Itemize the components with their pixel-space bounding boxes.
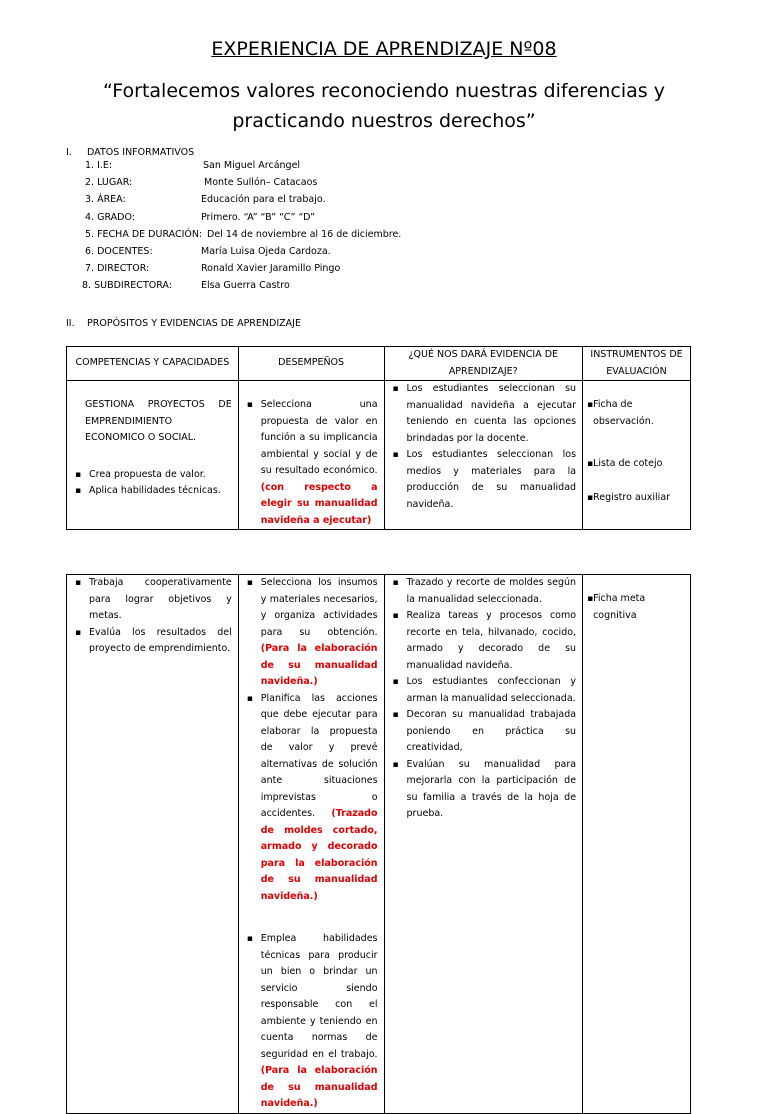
desempenos-list	[245, 575, 378, 1113]
list-item: ▪ Lista de cotejo	[593, 456, 684, 473]
info-value: Educación para el trabajo.	[201, 194, 326, 206]
desempeno-note: (Para la elaboración de su manualidad navideña.)	[260, 1065, 378, 1109]
info-label: 6. DOCENTES:	[85, 245, 153, 257]
header-desempenos: DESEMPEÑOS	[238, 347, 384, 381]
subtitle-line-2: practicando nuestros derechos”	[232, 110, 536, 132]
desempeno-text: Selecciona una propuesta de valor en función a su implicancia ambiental y social y de su resultado económico.	[260, 399, 378, 476]
info-value: Ronald Xavier Jaramillo Pingo	[201, 263, 341, 275]
section-label: PROPÓSITOS Y EVIDENCIAS DE APRENDIZAJE	[87, 318, 301, 329]
list-item: ▪ Los estudiantes seleccionan los medios y materiales para la producción de su manualidad navideña.	[407, 447, 577, 513]
list-item: ▪ Los estudiantes confeccionan y arman la manualidad seleccionada.	[407, 674, 577, 707]
desempeno-text: Emplea habilidades técnicas para producir un bien o brindar un servicio siendo responsable con el ambiente y teniendo en cuenta normas de seguridad en el trabajo.	[260, 933, 378, 1060]
competencia-text: GESTIONA PROYECTOS DE EMPRENDIMIENTO ECONOMICO O SOCIAL.	[85, 399, 232, 443]
cell-evidencia	[384, 381, 583, 530]
info-label: 1. I.E:	[85, 160, 113, 171]
cell-instrumentos	[583, 575, 691, 1114]
desempeno-text: Selecciona los insumos y materiales necesarios, y organiza actividades para su obtención.	[260, 577, 378, 638]
header-competencias: COMPETENCIAS Y CAPACIDADES	[67, 347, 239, 381]
table-row	[67, 381, 691, 530]
header-evidencia: ¿QUÉ NOS DARÁ EVIDENCIA DE APRENDIZAJE?	[384, 347, 583, 381]
list-item: ▪ Ficha de observación.	[593, 397, 684, 430]
list-item: ▪ Evalúa los resultados del proyecto de emprendimiento.	[89, 625, 232, 658]
desempeno-note: (Trazado de moldes cortado, armado y decorado para la elaboración de su manualidad navideña.)	[260, 808, 378, 902]
instrumentos-list	[589, 591, 684, 624]
desempeno-list	[245, 397, 378, 529]
propositos-table-continued	[66, 574, 691, 1114]
capacidades-list	[73, 467, 232, 500]
list-item	[261, 931, 378, 1113]
desempeno-note: (Para la elaboración de su manualidad navideña.)	[260, 643, 378, 687]
info-value: María Luisa Ojeda Cardoza.	[201, 245, 331, 257]
info-value: Del 14 de noviembre al 16 de diciembre.	[207, 228, 402, 240]
document-title: EXPERIENCIA DE APRENDIZAJE Nº08	[211, 38, 557, 60]
table-row	[67, 575, 691, 1114]
list-item: ▪ Los estudiantes seleccionan su manualidad navideña a ejecutar teniendo en cuenta las opciones brindadas por la docente.	[407, 381, 577, 447]
list-item: ▪ Decoran su manualidad trabajada poniendo en práctica su creatividad,	[407, 707, 577, 757]
document-subtitle	[60, 76, 708, 136]
instrumentos-list	[589, 397, 684, 506]
evidencias-list	[391, 575, 577, 823]
list-item: ▪ Aplica habilidades técnicas.	[89, 483, 232, 500]
cell-capacidades	[67, 575, 239, 1114]
list-item: ▪ Evalúan su manualidad para mejorarla con la participación de su familia a través de la hoja de prueba.	[407, 757, 577, 823]
list-item: ▪ Trazado y recorte de moldes según la manualidad seleccionada.	[407, 575, 577, 608]
list-item	[261, 691, 378, 906]
capacidades-list	[73, 575, 232, 658]
cell-evidencias	[384, 575, 583, 1114]
section-number: II.	[66, 318, 75, 329]
section-number: I.	[66, 147, 72, 158]
cell-desempeno	[238, 381, 384, 530]
evidencia-list	[391, 381, 577, 513]
table-header-row	[67, 347, 691, 381]
list-item: ▪ Registro auxiliar	[593, 490, 684, 507]
section-heading-propositos	[66, 318, 301, 329]
cell-instrumentos	[583, 381, 691, 530]
list-item	[261, 575, 378, 691]
list-item: ▪ Realiza tareas y procesos como recorte en tela, hilvanado, cocido, armado y decorado de su manualidad navideña.	[407, 608, 577, 674]
list-item	[261, 397, 378, 529]
section-label: DATOS INFORMATIVOS	[87, 147, 195, 158]
info-label: 2. LUGAR:	[85, 177, 133, 189]
list-item: ▪ Ficha meta cognitiva	[593, 591, 654, 624]
info-label: 8. SUBDIRECTORA:	[82, 280, 172, 292]
info-value: San Miguel Arcángel	[203, 160, 301, 171]
desempeno-text: Planifica las acciones que debe ejecutar para elaborar la propuesta de valor y prevé alternativas de solución ante situaciones imprevistas o accidentes.	[260, 692, 378, 819]
subtitle-line-1: “Fortalecemos valores reconociendo nuestras diferencias y	[103, 80, 665, 102]
info-value: Elsa Guerra Castro	[201, 280, 290, 292]
info-label: 7. DIRECTOR:	[85, 263, 150, 275]
desempeno-note: (con respecto a elegir su manualidad navideña a ejecutar)	[260, 481, 378, 526]
info-label: 5. FECHA DE DURACIÓN:	[85, 228, 203, 240]
list-item: ▪ Trabaja cooperativamente para lograr objetivos y metas.	[89, 575, 232, 625]
info-value: Monte Sullón– Catacaos	[204, 177, 318, 189]
info-label: 3. ÁREA:	[85, 194, 126, 206]
info-label: 4. GRADO:	[85, 211, 135, 223]
cell-desempenos	[238, 575, 384, 1114]
section-heading-datos	[66, 147, 194, 158]
header-instrumentos: INSTRUMENTOS DE EVALUACIÓN	[583, 347, 691, 381]
cell-competencia	[67, 381, 239, 530]
info-value: Primero. “A” “B” “C” “D”	[201, 211, 316, 223]
propositos-table	[66, 346, 691, 530]
list-item: ▪ Crea propuesta de valor.	[89, 467, 232, 484]
